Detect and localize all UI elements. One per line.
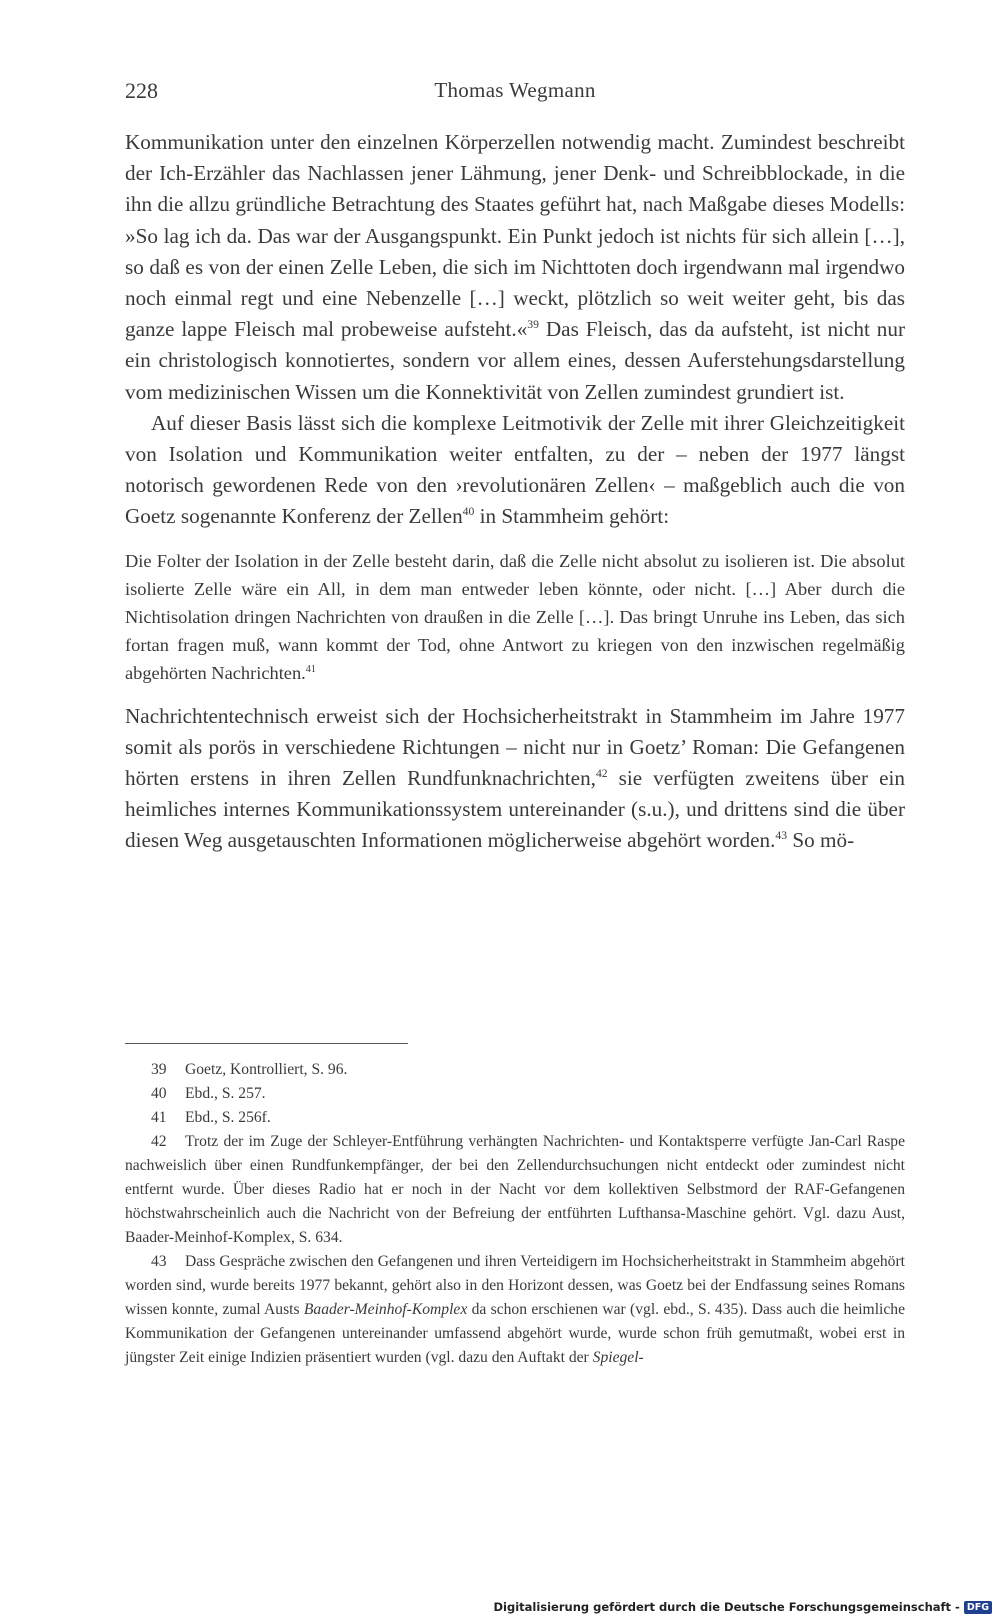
- digitization-credit: [493, 1596, 1000, 1618]
- footnote-ref: 43: [775, 829, 788, 843]
- footnote: 41 Ebd., S. 256f.: [151, 1109, 271, 1126]
- paragraph: Kommunikation unter den einzelnen Körperzellen notwendig macht. Zumindest beschreibt der Ich-Erzähler das Nachlassen jener Lähmung, jener Denk- und Schreibblockade, in die ihn die allzu gründliche Betrachtung des Staates geführt hat, nach Maßgabe dieses Modells: »So lag ich da. Das war der Ausgangspunkt. Ein Punkt jedoch ist nichts für sich allein […], so daß es von der einen Zelle Leben, die sich im Nichttoten doch irgendwann mal irgendwo noch einmal regt und eine Nebenzelle […] weckt, plötzlich so weit weiter geht, bis das ganze lappe Fleisch mal probeweise aufsteht.«$^{39}$ Das Fleisch, das da aufsteht, ist nicht nur ein christologisch konnotiertes, sondern vor allem eines, dessen Auferstehungsdarstellung vom medizinischen Wissen um die Konnektivität von Zellen zumindest grundiert ist.: [125, 130, 905, 404]
- footnotes: [125, 1058, 905, 1370]
- footnote: 39 Goetz, Kontrolliert, S. 96.: [151, 1061, 348, 1078]
- block-quote: Die Folter der Isolation in der Zelle besteht darin, daß die Zelle nicht absolut zu isolieren ist. Die absolut isolierte Zelle wäre ein All, in dem man entweder leben könnte, oder nicht. […] Aber durch die Nichtisolation dringen Nachrichten von draußen in die Zelle […]. Das bringt Unruhe ins Leben, das sich fortan fragen muß, wann kommt der Tod, ohne Antwort zu kriegen von den inzwischen regelmäßig abgehörten Nachrichten.$^{41}$: [125, 550, 905, 683]
- running-title: Thomas Wegmann: [434, 78, 596, 102]
- footnote: 40 Ebd., S. 257.: [151, 1085, 266, 1102]
- paragraph: Auf dieser Basis lässt sich die komplexe Leitmotivik der Zelle mit ihrer Gleichzeitigkeit von Isolation und Kommunikation weiter entfalten, zu der – neben der 1977 längst notorisch gewordenen Rede von den ›revolutionären Zellen‹ – maßgeblich auch die von Goetz sogenannte Konferenz der Zellen$^{40}$ in Stammheim gehört:: [125, 410, 905, 529]
- footnote-divider: [125, 1043, 408, 1044]
- dfg-logo: DFG: [964, 1601, 992, 1614]
- footnote-ref: 40: [462, 505, 475, 519]
- credit-text: Digitalisierung gefördert durch die Deutsche Forschungsgemeinschaft -: [493, 1600, 960, 1614]
- footnote-ref: 41: [305, 663, 316, 675]
- footnote-ref: 42: [595, 766, 608, 780]
- paragraph: Nachrichtentechnisch erweist sich der Hochsicherheitstrakt in Stammheim im Jahre 1977 somit als porös in verschiedene Richtungen – nicht nur in Goetz’ Roman: Die Gefangenen hörten erstens in ihren Zellen Rundfunknachrichten,$^{42}$ sie verfügten zweitens über ein heimliches internes Kommunikationssystem untereinander (s.u.), und drittens sind die über diesen Weg ausgetauschten Informationen möglicherweise abgehört worden.$^{43}$ So mö-: [125, 703, 905, 853]
- footnote-ref: 39: [527, 318, 539, 332]
- page-header: [125, 78, 905, 108]
- footnote: 43 Dass Gespräche zwischen den Gefangenen und ihren Verteidigern im Hochsicherheitstrakt in Stammheim abgehört worden sind, wurde bereits 1977 bekannt, gehört also in den Horizont dessen, was Goetz bei der Endfassung seines Romans wissen konnte, zumal Austs Baader-Meinhof-Komplex da schon erschienen war (vgl. ebd., S. 435). Dass auch die heimliche Kommunikation der Gefangenen untereinander umfassend abgehört wurde, wurde schon früh gemutmaßt, wobei erst in jüngster Zeit einige Indizien präsentiert wurden (vgl. dazu den Auftakt der Spiegel-: [125, 1253, 905, 1366]
- footnote: 42 Trotz der im Zuge der Schleyer-Entführung verhängten Nachrichten- und Kontaktsperre verfügte Jan-Carl Raspe nachweislich über einen Rundfunkempfänger, der bei den Zellendurchsuchungen nicht entdeckt oder zumindest nicht entfernt wurde. Über dieses Radio hat er noch in der Nacht vor dem kollektiven Selbstmord der RAF-Gefangenen höchstwahrscheinlich auch die Nachricht von der Befreiung der entführten Lufthansa-Maschine gehört. Vgl. dazu Aust, Baader-Meinhof-Komplex, S. 634.: [125, 1133, 905, 1246]
- body-text: [125, 127, 905, 857]
- page-number: 228: [125, 78, 158, 103]
